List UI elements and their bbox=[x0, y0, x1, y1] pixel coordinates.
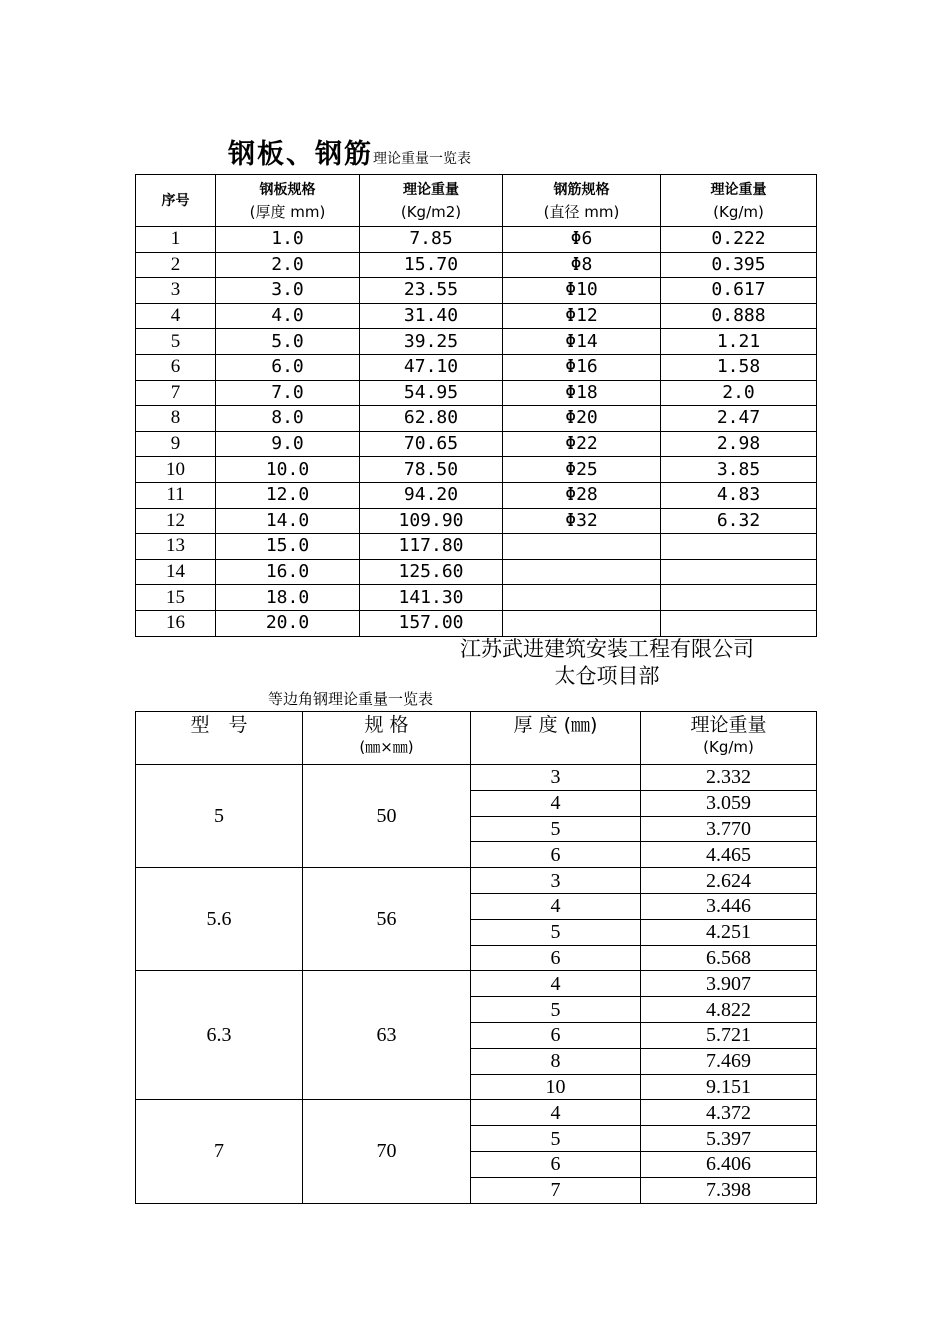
header-thickness: 厚 度 (㎜) bbox=[471, 712, 641, 765]
cell-rebar-diameter bbox=[503, 534, 661, 560]
header-rebar-spec-label: 钢筋规格 bbox=[553, 181, 610, 198]
table-header-row bbox=[136, 712, 817, 765]
cell-plate-thickness: 6.0 bbox=[216, 354, 360, 380]
cell-seq: 7 bbox=[136, 380, 216, 406]
cell-thickness: 8 bbox=[471, 1048, 641, 1074]
cell-weight: 6.406 bbox=[641, 1151, 817, 1177]
cell-rebar-weight: 0.222 bbox=[661, 227, 817, 253]
cell-thickness: 6 bbox=[471, 842, 641, 868]
table-row bbox=[136, 406, 817, 432]
cell-rebar-diameter: Φ8 bbox=[503, 252, 661, 278]
header-model: 型 号 bbox=[136, 712, 303, 765]
table-row bbox=[136, 431, 817, 457]
cell-weight: 9.151 bbox=[641, 1074, 817, 1100]
cell-rebar-weight: 2.98 bbox=[661, 431, 817, 457]
cell-plate-thickness: 15.0 bbox=[216, 534, 360, 560]
cell-rebar-weight: 2.0 bbox=[661, 380, 817, 406]
cell-rebar-weight bbox=[661, 585, 817, 611]
cell-weight: 4.465 bbox=[641, 842, 817, 868]
table-row bbox=[136, 457, 817, 483]
cell-rebar-weight: 3.85 bbox=[661, 457, 817, 483]
cell-rebar-diameter bbox=[503, 585, 661, 611]
header-plate-spec-label: 钢板规格 bbox=[259, 181, 316, 198]
cell-rebar-diameter: Φ25 bbox=[503, 457, 661, 483]
cell-rebar-diameter bbox=[503, 559, 661, 585]
cell-rebar-diameter: Φ6 bbox=[503, 227, 661, 253]
header-plate-weight bbox=[360, 175, 503, 227]
table-row bbox=[136, 508, 817, 534]
cell-rebar-diameter: Φ28 bbox=[503, 482, 661, 508]
cell-rebar-weight bbox=[661, 559, 817, 585]
table-row bbox=[136, 329, 817, 355]
cell-weight: 6.568 bbox=[641, 945, 817, 971]
cell-spec: 63 bbox=[303, 971, 471, 1100]
cell-plate-weight: 54.95 bbox=[360, 380, 503, 406]
cell-model: 6.3 bbox=[136, 971, 303, 1100]
cell-seq: 5 bbox=[136, 329, 216, 355]
table-row bbox=[136, 765, 817, 791]
table-row bbox=[136, 354, 817, 380]
cell-plate-weight: 109.90 bbox=[360, 508, 503, 534]
cell-rebar-weight bbox=[661, 534, 817, 560]
cell-plate-weight: 62.80 bbox=[360, 406, 503, 432]
cell-plate-weight: 7.85 bbox=[360, 227, 503, 253]
cell-plate-weight: 31.40 bbox=[360, 303, 503, 329]
cell-seq: 10 bbox=[136, 457, 216, 483]
plate-rebar-weight-table bbox=[135, 174, 817, 637]
cell-rebar-weight: 0.617 bbox=[661, 278, 817, 304]
cell-thickness: 5 bbox=[471, 1126, 641, 1152]
angle-steel-weight-table bbox=[135, 711, 817, 1204]
cell-weight: 7.469 bbox=[641, 1048, 817, 1074]
cell-seq: 16 bbox=[136, 610, 216, 636]
cell-thickness: 4 bbox=[471, 790, 641, 816]
cell-plate-weight: 47.10 bbox=[360, 354, 503, 380]
company-name: 江苏武进建筑安装工程有限公司 bbox=[460, 637, 754, 661]
title-rest-part: 理论重量一览表 bbox=[373, 151, 471, 167]
header-rebar-spec-unit: (直径 mm) bbox=[543, 202, 620, 221]
cell-weight: 5.397 bbox=[641, 1126, 817, 1152]
cell-plate-weight: 39.25 bbox=[360, 329, 503, 355]
angle-steel-title: 等边角钢理论重量一览表 bbox=[268, 690, 434, 708]
cell-thickness: 6 bbox=[471, 945, 641, 971]
cell-weight: 5.721 bbox=[641, 1022, 817, 1048]
cell-thickness: 6 bbox=[471, 1022, 641, 1048]
cell-weight: 3.907 bbox=[641, 971, 817, 997]
cell-plate-thickness: 16.0 bbox=[216, 559, 360, 585]
table-row bbox=[136, 380, 817, 406]
cell-seq: 15 bbox=[136, 585, 216, 611]
cell-thickness: 3 bbox=[471, 765, 641, 791]
table-row bbox=[136, 303, 817, 329]
header-weight-label: 理论重量 bbox=[690, 714, 767, 736]
title-bold-part: 钢板、钢筋 bbox=[228, 139, 373, 170]
header-rebar-weight-label: 理论重量 bbox=[710, 181, 767, 198]
table-row bbox=[136, 1100, 817, 1126]
cell-model: 5.6 bbox=[136, 868, 303, 971]
cell-rebar-diameter: Φ16 bbox=[503, 354, 661, 380]
cell-rebar-weight: 1.21 bbox=[661, 329, 817, 355]
header-plate-spec bbox=[216, 175, 360, 227]
table-row bbox=[136, 482, 817, 508]
cell-rebar-weight: 1.58 bbox=[661, 354, 817, 380]
cell-seq: 6 bbox=[136, 354, 216, 380]
table-row bbox=[136, 971, 817, 997]
cell-plate-weight: 157.00 bbox=[360, 610, 503, 636]
cell-thickness: 6 bbox=[471, 1151, 641, 1177]
cell-seq: 8 bbox=[136, 406, 216, 432]
cell-plate-weight: 15.70 bbox=[360, 252, 503, 278]
project-department: 太仓项目部 bbox=[554, 664, 660, 688]
cell-plate-weight: 23.55 bbox=[360, 278, 503, 304]
cell-rebar-diameter: Φ10 bbox=[503, 278, 661, 304]
plate-rebar-table-body bbox=[136, 227, 817, 637]
cell-rebar-diameter: Φ20 bbox=[503, 406, 661, 432]
cell-plate-thickness: 14.0 bbox=[216, 508, 360, 534]
cell-rebar-diameter: Φ14 bbox=[503, 329, 661, 355]
header-spec-label: 规 格 bbox=[364, 714, 409, 736]
angle-steel-table-body bbox=[136, 765, 817, 1204]
cell-plate-weight: 70.65 bbox=[360, 431, 503, 457]
cell-plate-thickness: 12.0 bbox=[216, 482, 360, 508]
cell-plate-thickness: 4.0 bbox=[216, 303, 360, 329]
cell-spec: 70 bbox=[303, 1100, 471, 1203]
table-row bbox=[136, 534, 817, 560]
cell-plate-weight: 94.20 bbox=[360, 482, 503, 508]
cell-plate-weight: 78.50 bbox=[360, 457, 503, 483]
header-plate-weight-label: 理论重量 bbox=[403, 181, 459, 198]
cell-weight: 4.251 bbox=[641, 919, 817, 945]
header-rebar-weight bbox=[661, 175, 817, 227]
cell-thickness: 4 bbox=[471, 1100, 641, 1126]
cell-spec: 56 bbox=[303, 868, 471, 971]
cell-rebar-weight: 4.83 bbox=[661, 482, 817, 508]
header-plate-weight-unit: (Kg/m2) bbox=[400, 202, 462, 221]
cell-weight: 3.446 bbox=[641, 893, 817, 919]
table-row bbox=[136, 585, 817, 611]
cell-weight: 2.624 bbox=[641, 868, 817, 894]
cell-plate-weight: 141.30 bbox=[360, 585, 503, 611]
cell-rebar-diameter bbox=[503, 610, 661, 636]
header-spec bbox=[303, 712, 471, 765]
table-row bbox=[136, 610, 817, 636]
cell-plate-weight: 117.80 bbox=[360, 534, 503, 560]
cell-weight: 4.372 bbox=[641, 1100, 817, 1126]
cell-seq: 12 bbox=[136, 508, 216, 534]
cell-plate-weight: 125.60 bbox=[360, 559, 503, 585]
cell-thickness: 4 bbox=[471, 971, 641, 997]
cell-rebar-diameter: Φ22 bbox=[503, 431, 661, 457]
cell-thickness: 5 bbox=[471, 997, 641, 1023]
cell-plate-thickness: 10.0 bbox=[216, 457, 360, 483]
cell-plate-thickness: 9.0 bbox=[216, 431, 360, 457]
cell-seq: 14 bbox=[136, 559, 216, 585]
table-row bbox=[136, 868, 817, 894]
cell-seq: 11 bbox=[136, 482, 216, 508]
cell-rebar-weight: 0.395 bbox=[661, 252, 817, 278]
cell-plate-thickness: 5.0 bbox=[216, 329, 360, 355]
table-row bbox=[136, 278, 817, 304]
cell-seq: 9 bbox=[136, 431, 216, 457]
cell-plate-thickness: 7.0 bbox=[216, 380, 360, 406]
document-title bbox=[228, 132, 471, 171]
header-weight bbox=[641, 712, 817, 765]
cell-thickness: 5 bbox=[471, 919, 641, 945]
cell-weight: 4.822 bbox=[641, 997, 817, 1023]
cell-thickness: 7 bbox=[471, 1177, 641, 1203]
cell-rebar-weight: 6.32 bbox=[661, 508, 817, 534]
cell-model: 7 bbox=[136, 1100, 303, 1203]
table-row bbox=[136, 559, 817, 585]
cell-rebar-weight bbox=[661, 610, 817, 636]
cell-rebar-diameter: Φ18 bbox=[503, 380, 661, 406]
header-spec-unit: (㎜×㎜) bbox=[359, 738, 414, 756]
cell-seq: 4 bbox=[136, 303, 216, 329]
cell-weight: 7.398 bbox=[641, 1177, 817, 1203]
cell-plate-thickness: 8.0 bbox=[216, 406, 360, 432]
cell-weight: 3.770 bbox=[641, 816, 817, 842]
cell-seq: 3 bbox=[136, 278, 216, 304]
header-plate-spec-unit: (厚度 mm) bbox=[249, 202, 326, 221]
cell-plate-thickness: 2.0 bbox=[216, 252, 360, 278]
cell-rebar-diameter: Φ12 bbox=[503, 303, 661, 329]
cell-model: 5 bbox=[136, 765, 303, 868]
company-block bbox=[460, 636, 754, 690]
cell-plate-thickness: 20.0 bbox=[216, 610, 360, 636]
cell-thickness: 3 bbox=[471, 868, 641, 894]
cell-rebar-diameter: Φ32 bbox=[503, 508, 661, 534]
cell-plate-thickness: 1.0 bbox=[216, 227, 360, 253]
cell-weight: 2.332 bbox=[641, 765, 817, 791]
header-rebar-weight-unit: (Kg/m) bbox=[713, 202, 764, 221]
cell-plate-thickness: 18.0 bbox=[216, 585, 360, 611]
cell-spec: 50 bbox=[303, 765, 471, 868]
table-row bbox=[136, 227, 817, 253]
header-seq: 序号 bbox=[136, 175, 216, 227]
cell-thickness: 10 bbox=[471, 1074, 641, 1100]
cell-seq: 13 bbox=[136, 534, 216, 560]
cell-weight: 3.059 bbox=[641, 790, 817, 816]
header-weight-unit: (Kg/m) bbox=[703, 738, 754, 756]
cell-seq: 2 bbox=[136, 252, 216, 278]
cell-rebar-weight: 0.888 bbox=[661, 303, 817, 329]
table-row bbox=[136, 252, 817, 278]
cell-rebar-weight: 2.47 bbox=[661, 406, 817, 432]
cell-thickness: 4 bbox=[471, 893, 641, 919]
cell-plate-thickness: 3.0 bbox=[216, 278, 360, 304]
cell-seq: 1 bbox=[136, 227, 216, 253]
cell-thickness: 5 bbox=[471, 816, 641, 842]
table-header-row bbox=[136, 175, 817, 227]
header-rebar-spec bbox=[503, 175, 661, 227]
